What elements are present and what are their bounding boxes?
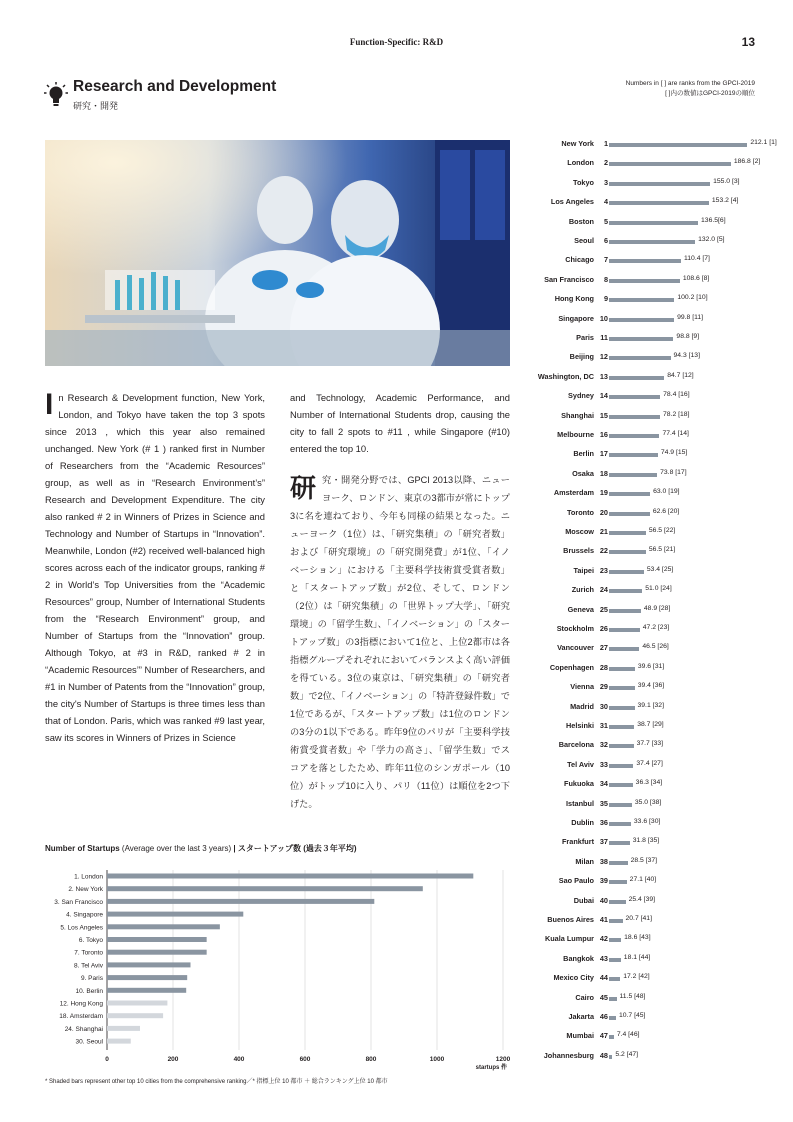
category-label: 4. Singapore (66, 911, 103, 919)
ranking-bar (609, 143, 747, 147)
ranking-city: Washington, DC (537, 371, 594, 381)
ranking-bar (609, 415, 660, 419)
ranking-row (530, 175, 760, 194)
category-label: 8. Tel Aviv (73, 962, 103, 970)
ranking-city: Taipei (573, 565, 594, 575)
ranking-city: Johannesburg (543, 1050, 594, 1060)
body-text-jp (290, 471, 510, 813)
ranking-value: 78.4 [16] (663, 391, 690, 399)
x-tick-label: 0 (105, 1056, 109, 1063)
ranking-value: 94.3 [13] (673, 352, 700, 360)
ranking-bar (609, 531, 646, 535)
ranking-value: 5.2 [47] (615, 1050, 639, 1058)
ranking-rank: 33 (599, 759, 608, 769)
ranking-value: 39.1 [32] (637, 701, 664, 709)
ranking-city: Barcelona (558, 740, 594, 750)
ranking-city: Kuala Lumpur (544, 934, 594, 944)
ranking-row (530, 466, 760, 485)
ranking-rank: 19 (599, 488, 608, 498)
ranking-city: Dublin (571, 818, 594, 827)
ranking-bar (609, 744, 634, 748)
startup-bar (107, 950, 207, 955)
ranking-value: 53.4 [25] (646, 565, 674, 573)
ranking-value: 100.2 [10] (677, 294, 708, 302)
ranking-rank: 44 (599, 973, 608, 983)
ranking-bar (609, 589, 642, 593)
ranking-value: 17.2 [42] (623, 973, 650, 981)
ranking-city: London (567, 158, 594, 168)
ranking-row (530, 951, 760, 970)
x-tick-label: 800 (365, 1056, 377, 1063)
ranking-rank: 13 (599, 371, 608, 381)
ranking-city: Amsterdam (553, 488, 594, 498)
ranking-bar (609, 861, 628, 865)
ranking-rank: 16 (599, 430, 608, 439)
ranking-bar (609, 279, 680, 283)
ranking-city: Madrid (570, 701, 594, 711)
ranking-row (530, 330, 760, 349)
startups-subtitle: (Average over the last 3 years) (121, 844, 232, 853)
ranking-bar (609, 647, 639, 651)
ranking-row (530, 737, 760, 756)
body-text-en-col1 (45, 389, 265, 746)
ranking-city: Istanbul (566, 798, 594, 808)
x-tick-label: 1200 (495, 1056, 511, 1063)
ranking-bar (609, 997, 617, 1001)
ranking-bar (609, 803, 632, 807)
ranking-bar (609, 900, 626, 904)
ranking-value: 35.0 [38] (634, 798, 662, 806)
ranking-row (530, 757, 760, 776)
ranking-city: Los Angeles (550, 197, 594, 207)
ranking-rank: 17 (599, 449, 608, 459)
rd-ranking-chart (530, 136, 777, 1068)
category-label: 7. Toronto (74, 949, 103, 957)
ranking-value: 84.7 [12] (667, 371, 694, 379)
ranking-bar (609, 162, 731, 166)
category-label: 2. New York (68, 886, 103, 894)
ranking-rank: 35 (599, 798, 608, 808)
ranking-city: Singapore (558, 313, 594, 323)
body-text-en-col2: and Technology, Academic Performance, and Number of International Students drop, causing the city to fall 2 spots to #11 , while Singapore (#10) entered the top 10. (290, 392, 510, 454)
ranking-rank: 46 (599, 1012, 608, 1021)
ranking-value: 36.3 [34] (635, 779, 663, 787)
ranking-rank: 29 (599, 682, 608, 692)
category-label: 5. Los Angeles (60, 924, 103, 932)
ranking-city: Sao Paulo (558, 876, 594, 886)
ranking-bar (609, 453, 658, 457)
x-tick-label: 200 (167, 1056, 179, 1063)
x-tick-label: 400 (233, 1056, 245, 1063)
ranking-city: Geneva (567, 604, 594, 614)
ranking-row (530, 136, 777, 155)
ranking-row (530, 524, 760, 543)
ranking-value: 33.6 [30] (633, 818, 661, 825)
page-number: 13 (741, 35, 755, 49)
ranking-city: Copenhagen (549, 662, 594, 672)
ranking-city: Sydney (568, 391, 594, 401)
ranking-row (530, 970, 760, 989)
ranking-value: 11.5 [48] (619, 992, 646, 1000)
ranking-row (530, 893, 760, 912)
ranking-row (530, 446, 760, 465)
ranking-row (530, 369, 760, 388)
ranking-city: Cairo (575, 992, 594, 1002)
ranking-bar (609, 298, 674, 302)
ranking-value: 212.1 [1] (750, 139, 777, 146)
ranking-row (530, 718, 760, 737)
category-label: 1. London (74, 873, 103, 881)
ranking-rank: 42 (599, 934, 608, 944)
ranking-bar (609, 376, 664, 380)
ranking-bar (609, 395, 660, 399)
x-axis-label: startups 件 (475, 1065, 507, 1071)
ranking-row (530, 640, 760, 659)
section-title: Research and Development (73, 78, 277, 95)
ranking-city: Fukuoka (563, 779, 594, 789)
ranking-rank: 4 (603, 197, 608, 207)
ranking-row (530, 873, 760, 892)
ranking-city: Stockholm (556, 624, 594, 633)
ranking-value: 78.2 [18] (663, 410, 690, 418)
ranking-row (530, 660, 760, 679)
ranking-value: 31.8 [35] (632, 837, 660, 845)
ranking-row (530, 582, 760, 601)
ranking-bar (609, 880, 627, 884)
ranking-value: 18.1 [44] (623, 953, 651, 961)
ranking-value: 155.0 [3] (713, 177, 740, 185)
ranking-bar (609, 337, 673, 341)
ranking-row (530, 854, 760, 873)
ranking-value: 51.0 [24] (645, 585, 672, 593)
ranking-rank: 10 (599, 313, 608, 323)
ranking-row (530, 776, 760, 795)
ranking-row (530, 679, 760, 698)
lightbulb-icon (44, 82, 68, 108)
ranking-bar (609, 764, 633, 768)
ranking-rank: 24 (599, 585, 608, 595)
ranking-row (530, 912, 760, 931)
ranking-bar (609, 550, 646, 554)
ranking-value: 20.7 [41] (625, 915, 652, 922)
ranking-bar (609, 841, 630, 845)
ranking-rank: 12 (599, 352, 608, 362)
dropcap-en: I (45, 388, 54, 421)
ranking-bar (609, 783, 633, 787)
ranking-city: Bangkok (563, 953, 594, 963)
ranking-value: 48.9 [28] (643, 604, 671, 612)
ranking-bar (609, 473, 657, 477)
ranking-city: Jakarta (568, 1012, 594, 1021)
ranking-rank: 15 (599, 410, 608, 420)
ranking-rank: 38 (599, 856, 608, 866)
ranking-bar (609, 667, 635, 671)
ranking-value: 153.2 [4] (711, 197, 739, 205)
ranking-value: 56.5 [21] (648, 546, 676, 554)
ranking-rank: 27 (599, 643, 608, 653)
ranking-bar (609, 1016, 616, 1020)
ranking-value: 39.4 [36] (637, 682, 665, 690)
ranking-row (530, 252, 760, 271)
ranking-city: Vancouver (557, 643, 594, 653)
ranking-bar (609, 570, 644, 574)
ranking-row (530, 834, 760, 853)
ranking-rank: 26 (599, 624, 608, 633)
startups-footnote: * Shaded bars represent other top 10 cities from the comprehensive ranking／* 指標上位 10 都市 ＋ 総合ランキング上位 10 都市 (45, 1079, 388, 1085)
ranking-rank: 30 (599, 701, 608, 711)
startup-bar (107, 924, 220, 929)
ranking-rank: 20 (599, 507, 608, 517)
ranking-value: 46.5 [26] (642, 643, 669, 651)
startup-bar (107, 899, 374, 904)
ranking-value: 63.0 [19] (653, 488, 680, 496)
ranking-rank: 43 (599, 953, 608, 963)
ranking-value: 62.6 [20] (652, 507, 680, 515)
ranking-row (530, 621, 760, 640)
ranking-bar (609, 686, 635, 690)
ranking-row (530, 505, 760, 524)
startup-bar (107, 962, 190, 967)
ranking-row (530, 1009, 760, 1028)
ranking-value: 37.4 [27] (636, 759, 663, 767)
rank-note-jp: [ ]内の数値はGPCI-2019の順位 (665, 90, 755, 97)
startups-title-jp: | スタートアップ数 (過去３年平均) (233, 844, 357, 853)
ranking-value: 98.8 [9] (676, 333, 700, 340)
ranking-bar (609, 1035, 614, 1039)
ranking-city: Mumbai (566, 1031, 594, 1041)
ranking-city: Vienna (570, 682, 594, 692)
ranking-bar (609, 977, 620, 981)
ranking-city: Berlin (573, 449, 594, 459)
ranking-city: Moscow (565, 527, 594, 536)
ranking-value: 27.1 [40] (629, 876, 657, 884)
category-label: 10. Berlin (75, 987, 103, 995)
ranking-bar (609, 822, 631, 826)
ranking-row (530, 602, 760, 621)
ranking-bar (609, 434, 659, 438)
ranking-bar (609, 725, 634, 729)
ranking-value: 25.4 [39] (628, 895, 656, 903)
ranking-rank: 9 (603, 294, 608, 304)
lab-scientists-photo (45, 140, 510, 366)
ranking-city: Tel Aviv (567, 759, 594, 769)
ranking-row (530, 931, 760, 950)
category-label: 9. Paris (80, 975, 103, 983)
ranking-city: Paris (576, 333, 594, 342)
ranking-rank: 5 (603, 216, 608, 226)
ranking-row (530, 272, 760, 291)
ranking-row (530, 214, 760, 233)
ranking-rank: 8 (603, 274, 608, 284)
startup-bar (107, 912, 243, 917)
ranking-city: Mexico City (553, 973, 594, 983)
body-en-col1-text: n Research & Development function, New York, London, and Tokyo have taken the top 3 spots since 2013 , which this year also remained unchanged. New York (# 1 ) ranked first in Number of Researchers from the “Academic Resources” group, as well as in “Research Environment’s” Research and Development Expenditure. The city also ranked # 2 in Winners of Prizes in Science and Technology and Number of Startups in “Innovation”. Meanwhile, London (#2) received well-balanced high scores across each of the indicator groups, ranking # 2 in World’s Top Universities from the “Academic Resources” group, Number of International Students from the “Research Environment” group, and Number of Startups from the “Innovation” group. Although Tokyo, at #3 in R&D, ranked # 2 in “Academic Resources’” Number of Researchers, and #1 in Number of Patents from the “Innovation” group, the city's Number of Startups is three times less than that of London. Paris, which was ranked #9 last year, saw its scores in Winners of Prizes in Science (45, 392, 265, 743)
startup-bar (107, 1039, 131, 1044)
ranking-rank: 39 (599, 876, 608, 886)
ranking-bar (609, 1055, 612, 1059)
startup-bar (107, 988, 186, 993)
ranking-rank: 2 (603, 158, 608, 168)
ranking-value: 186.8 [2] (733, 158, 761, 166)
ranking-row (530, 815, 760, 834)
ranking-bar (609, 706, 635, 710)
ranking-city: Toronto (566, 507, 594, 517)
ranking-row (530, 796, 760, 815)
startups-title: Number of Startups (45, 844, 120, 853)
ranking-city: Tokyo (573, 177, 594, 187)
ranking-bar (609, 628, 640, 632)
ranking-bar (609, 182, 710, 186)
ranking-row (530, 563, 760, 582)
ranking-row (530, 427, 760, 446)
ranking-value: 18.6 [43] (624, 934, 651, 942)
ranking-rank: 37 (599, 837, 608, 847)
rank-note (626, 79, 755, 99)
ranking-row (530, 349, 760, 368)
ranking-row (530, 155, 760, 174)
ranking-bar (609, 938, 621, 942)
category-label: 12. Hong Kong (59, 1000, 103, 1008)
ranking-row (530, 699, 760, 718)
ranking-bar (609, 356, 671, 360)
ranking-rank: 41 (599, 915, 608, 924)
startups-chart (45, 866, 525, 1074)
ranking-rank: 11 (600, 333, 608, 342)
ranking-rank: 48 (599, 1050, 608, 1060)
ranking-rank: 25 (599, 604, 608, 614)
ranking-city: Chicago (565, 255, 594, 265)
ranking-rank: 23 (599, 565, 608, 575)
body-jp-text: 究・開発分野では、GPCI 2013以降、ニューヨーク、ロンドン、東京の3都市が常にトップ3に名を連ねており、今年も同様の結果となった。ニューヨーク（1位）は、「研究集積」の「研究者数」および「研究環境」の「研究開発費」が1位、「イノベーション」における「主要科学技術賞受賞者数」と「スタートアップ数」が2位、そして、ロンドン（2位）は「研究集積」の「世界トップ大学」、「研究環境」の「留学生数」、「イノベーション」の「スタートアップ数」の3指標において1位と、上位2都市は各指標グループそれぞれにおいてバランスよく高い評価を得ている。3位の東京は、「研究集積」の「研究者数」で2位、「イノベーション」の「特許登録件数」で1位であるが、「スタートアップ数」は1位のロンドンの3分の1以下である。昨年9位のパリが「主要科学技術賞受賞者数」や「学力の高さ」、「留学生数」でスコアを落としたため、昨年11位のシンガポール（10位）がトップ10に入り、パリ（11位）は順位を2つ下げた。 (290, 475, 510, 809)
ranking-city: Brussels (563, 546, 594, 556)
ranking-rank: 34 (599, 779, 608, 789)
ranking-row (530, 408, 760, 427)
ranking-row (530, 485, 760, 504)
ranking-row (530, 233, 760, 252)
ranking-bar (609, 318, 674, 322)
ranking-rank: 32 (599, 740, 608, 750)
category-label: 3. San Francisco (54, 898, 103, 906)
ranking-bar (609, 919, 623, 923)
ranking-row (530, 194, 760, 213)
ranking-bar (609, 221, 698, 225)
ranking-rank: 21 (599, 527, 608, 536)
ranking-city: Hong Kong (554, 294, 594, 304)
startup-bar (107, 1026, 140, 1031)
ranking-bar (609, 512, 650, 516)
ranking-value: 74.9 [15] (660, 449, 688, 457)
section-subtitle-jp: 研究・開発 (73, 101, 119, 111)
category-label: 30. Seoul (75, 1038, 103, 1046)
ranking-value: 56.5 [22] (648, 527, 676, 534)
dropcap-jp: 研 (290, 473, 317, 503)
ranking-rank: 28 (599, 662, 608, 672)
ranking-bar (609, 259, 681, 263)
ranking-city: Melbourne (557, 430, 594, 439)
ranking-value: 132.0 [5] (698, 236, 725, 243)
ranking-row (530, 311, 760, 330)
ranking-value: 47.2 [23] (642, 624, 670, 631)
ranking-city: Seoul (574, 236, 594, 245)
ranking-city: Beijing (569, 352, 594, 362)
ranking-rank: 40 (599, 895, 608, 905)
ranking-city: Buenos Aires (547, 915, 594, 924)
ranking-row (530, 1028, 760, 1047)
ranking-value: 39.6 [31] (637, 662, 665, 670)
ranking-rank: 45 (599, 992, 608, 1002)
ranking-value: 99.8 [11] (677, 313, 704, 321)
ranking-city: Boston (568, 216, 594, 226)
ranking-city: Frankfurt (561, 837, 594, 847)
ranking-value: 77.4 [14] (662, 430, 689, 437)
ranking-value: 38.7 [29] (637, 721, 664, 728)
ranking-city: Osaka (572, 468, 594, 478)
ranking-rank: 7 (603, 255, 608, 265)
startups-chart-title (45, 843, 357, 854)
ranking-bar (609, 492, 650, 496)
ranking-value: 136.5[6] (701, 216, 726, 224)
ranking-row (530, 543, 760, 562)
startup-bar (107, 975, 187, 980)
category-label: 6. Tokyo (78, 937, 103, 944)
ranking-bar (609, 240, 695, 244)
ranking-rank: 6 (603, 236, 608, 245)
running-header: Function-Specific: R&D (349, 37, 444, 47)
ranking-bar (609, 609, 641, 613)
ranking-city: New York (561, 139, 594, 148)
startup-bar (107, 1001, 167, 1006)
ranking-row (530, 1048, 760, 1067)
ranking-city: Dubai (573, 895, 594, 905)
ranking-bar (609, 201, 709, 205)
ranking-city: Shanghai (561, 410, 594, 420)
rank-note-en: Numbers in [ ] are ranks from the GPCI-2019 (625, 80, 755, 87)
startup-bar (107, 874, 473, 879)
ranking-row (530, 388, 760, 407)
ranking-city: San Francisco (544, 274, 594, 284)
ranking-value: 28.5 [37] (630, 856, 658, 864)
ranking-rank: 3 (603, 177, 608, 187)
ranking-rank: 31 (599, 721, 608, 730)
ranking-city: Milan (575, 856, 594, 866)
startup-bar (107, 886, 423, 891)
category-label: 24. Shanghai (64, 1025, 103, 1033)
category-label: 18. Amsterdam (59, 1013, 103, 1021)
ranking-bar (609, 958, 621, 962)
ranking-value: 37.7 [33] (636, 740, 664, 748)
ranking-row (530, 291, 760, 310)
ranking-rank: 22 (599, 546, 608, 556)
startup-bar (107, 937, 207, 942)
ranking-value: 7.4 [46] (616, 1031, 640, 1039)
ranking-city: Helsinki (566, 721, 594, 730)
startup-bar (107, 1013, 163, 1018)
ranking-value: 108.6 [8] (682, 274, 710, 282)
ranking-value: 73.8 [17] (660, 468, 687, 476)
ranking-rank: 18 (599, 468, 608, 478)
x-tick-label: 600 (299, 1056, 311, 1063)
ranking-row (530, 990, 760, 1009)
ranking-rank: 1 (603, 139, 608, 148)
ranking-value: 10.7 [45] (618, 1012, 646, 1019)
ranking-rank: 14 (599, 391, 608, 401)
ranking-value: 110.4 [7] (684, 255, 710, 263)
ranking-rank: 36 (599, 818, 608, 827)
ranking-rank: 47 (599, 1031, 608, 1041)
ranking-city: Zurich (571, 585, 594, 595)
x-tick-label: 1000 (429, 1056, 445, 1063)
